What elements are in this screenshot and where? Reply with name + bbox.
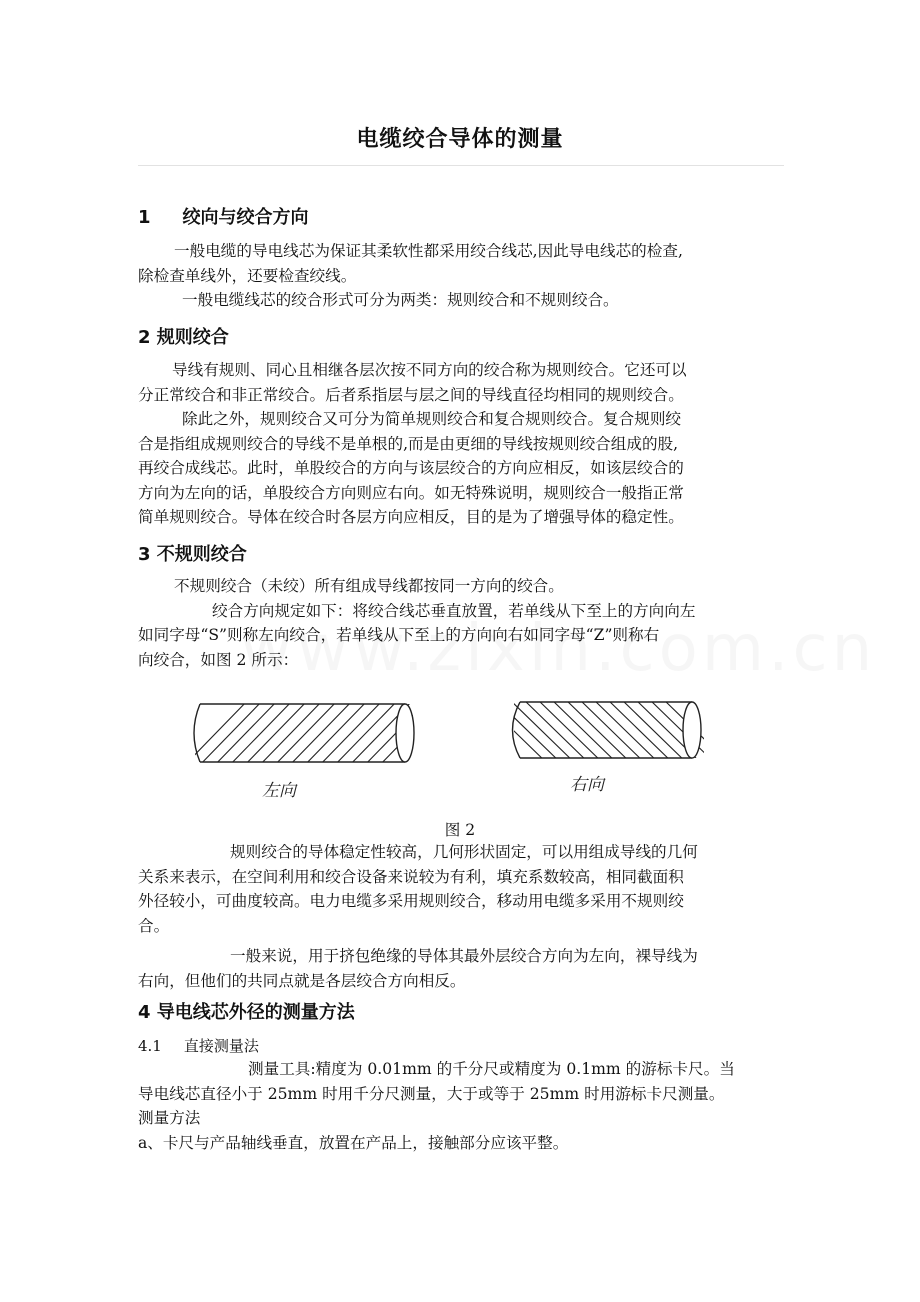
paragraph-line: 外径较小，可曲度较高。电力电缆多采用规则绞合，移动用电缆多采用不规则绞 xyxy=(138,892,684,910)
right-lay-conductor xyxy=(480,698,732,766)
subsection-4-1 xyxy=(138,1035,259,1056)
paragraph-line: 右向，但他们的共同点就是各层绞合方向相反。 xyxy=(138,971,466,990)
paragraph-line: 不规则绞合（未绞）所有组成导线都按同一方向的绞合。 xyxy=(174,577,564,595)
section-1-title: 绞向与绞合方向 xyxy=(182,207,309,228)
paragraph-line: 导线有规则、同心且相继各层次按不同方向的绞合称为规则绞合。它还可以 xyxy=(172,361,687,379)
section-1-heading xyxy=(138,203,309,229)
section-4-body xyxy=(138,1057,786,1155)
title-divider xyxy=(138,165,784,166)
paragraph-line: 简单规则绞合。导体在绞合时各层方向应相反，目的是为了增强导体的稳定性。 xyxy=(138,508,684,526)
section-4-heading: 4 导电线芯外径的测量方法 xyxy=(138,1002,355,1023)
paragraph-line: 再绞合成线芯。此时，单股绞合的方向与该层绞合的方向应相反，如该层绞合的 xyxy=(138,459,684,477)
section-2-body xyxy=(138,358,786,530)
paragraph-line: 关系来表示，在空间利用和绞合设备来说较为有利，填充系数较高，相同截面积 xyxy=(138,867,684,886)
section-1-number: 1 xyxy=(138,207,151,228)
paragraph-line: 合是指组成规则绞合的导线不是单根的,而是由更细的导线按规则绞合组成的股, xyxy=(138,434,679,453)
figure-2 xyxy=(0,690,920,810)
section-3-continued xyxy=(138,840,786,993)
section-3-heading: 3 不规则绞合 xyxy=(138,544,247,565)
paragraph-line: 向绞合，如图 2 所示： xyxy=(138,650,299,669)
section-1-body xyxy=(138,239,786,313)
page-title: 电缆绞合导体的测量 xyxy=(356,127,564,152)
stranding-diagram xyxy=(0,690,920,810)
paragraph-line: 测量工具:精度为 0.01mm 的千分尺或精度为 0.1mm 的游标卡尺。当 xyxy=(248,1060,735,1078)
paragraph-line: 方向为左向的话，单股绞合方向则应右向。如无特殊说明，规则绞合一般指正常 xyxy=(138,483,684,502)
section-3-body xyxy=(138,574,786,672)
paragraph-line: 规则绞合的导体稳定性较高，几何形状固定，可以用组成导线的几何 xyxy=(230,843,698,861)
paragraph-line: 一般电缆线芯的绞合形式可分为两类：规则绞合和不规则绞合。 xyxy=(182,291,619,309)
figure-caption: 图 2 xyxy=(444,821,476,839)
paragraph-line: 除检查单线外，还要检查绞线。 xyxy=(138,266,357,285)
right-lay-label: 右向 xyxy=(570,775,604,795)
left-lay-label: 左向 xyxy=(262,781,296,801)
paragraph-line: a、卡尺与产品轴线垂直，放置在产品上，接触部分应该平整。 xyxy=(138,1133,569,1152)
subsection-number: 4.1 xyxy=(138,1037,162,1055)
subsection-title: 直接测量法 xyxy=(183,1037,259,1055)
paragraph-line: 绞合方向规定如下：将绞合线芯垂直放置，若单线从下至上的方向向左 xyxy=(212,601,696,620)
paragraph-line: 除此之外，规则绞合又可分为简单规则绞合和复合规则绞合。复合规则绞 xyxy=(182,410,682,428)
paragraph-line: 如同字母“S”则称左向绞合，若单线从下至上的方向向右如同字母“Z”则称右 xyxy=(138,626,660,644)
paragraph-line: 一般电缆的导电线芯为保证其柔软性都采用绞合线芯,因此导电线芯的检查, xyxy=(174,242,683,260)
paragraph-line: 导电线芯直径小于 25mm 时用千分尺测量，大于或等于 25mm 时用游标卡尺测量。 xyxy=(138,1084,725,1103)
paragraph-line: 测量方法 xyxy=(138,1109,201,1127)
paragraph-line: 一般来说，用于挤包绝缘的导体其最外层绞合方向为左向，裸导线为 xyxy=(230,947,698,965)
paragraph-line: 分正常绞合和非正常绞合。后者系指层与层之间的导线直径均相同的规则绞合。 xyxy=(138,385,684,404)
section-2-heading: 2 规则绞合 xyxy=(138,327,229,348)
paragraph-line: 合。 xyxy=(138,916,170,935)
left-lay-conductor xyxy=(180,698,445,770)
